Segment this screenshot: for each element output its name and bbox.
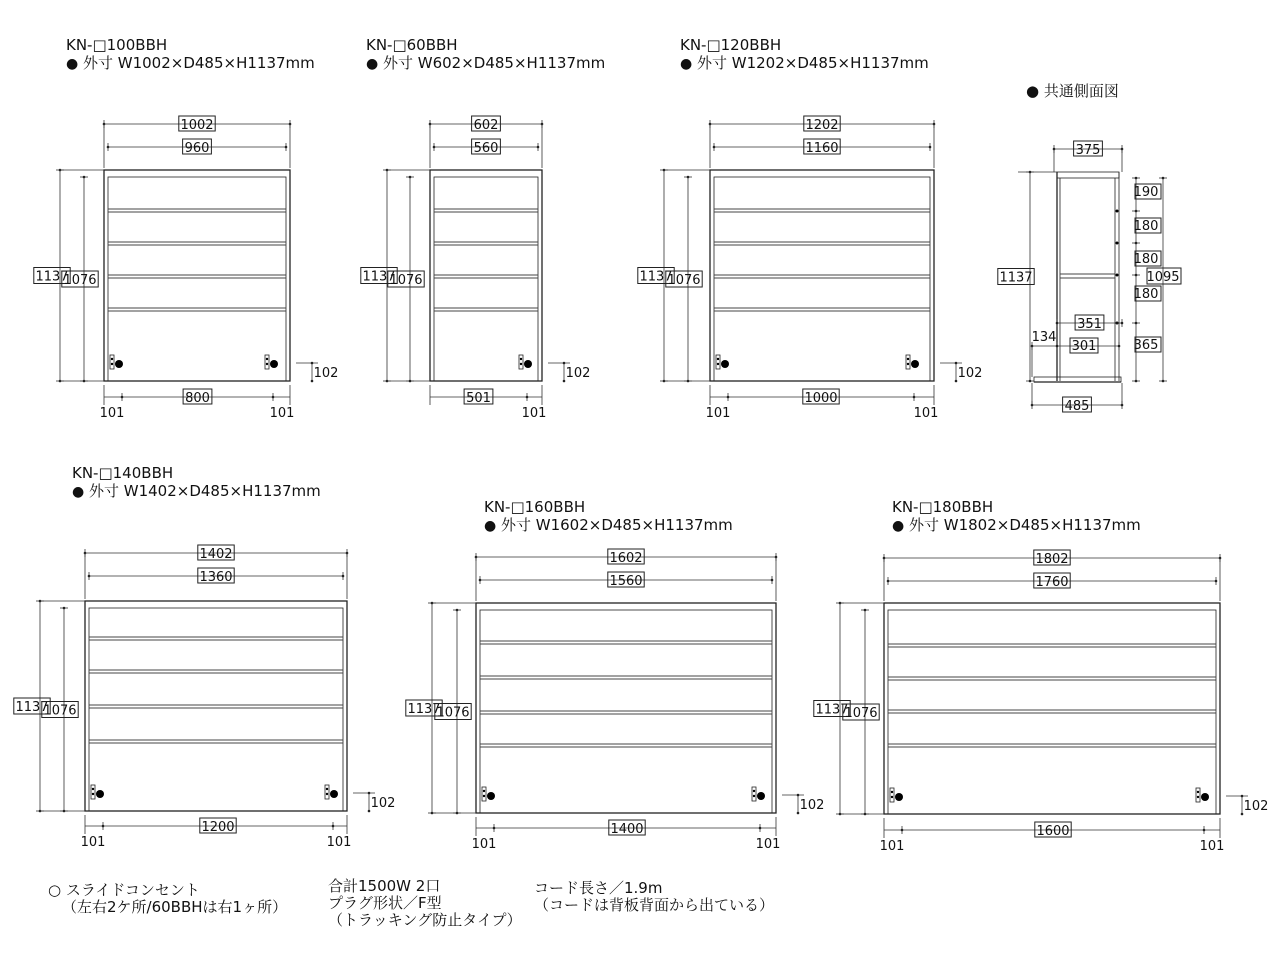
outlet-socket-icon (270, 360, 278, 368)
power-note (328, 878, 522, 929)
right-offset-label: 101 (326, 835, 352, 850)
top-depth-dim-label: 375 (1075, 143, 1101, 158)
unit-6-spec: 外寸 W1802×D485×H1137mm (909, 516, 1141, 534)
cabinet-front-1 (34, 116, 339, 421)
outer-width-dim-label: 1602 (609, 551, 643, 566)
side-outer-height-dim-dot (1029, 380, 1032, 383)
inner-width-dim-dot (88, 575, 91, 578)
dimension-tick (901, 829, 904, 832)
inner-width-dim-dot (713, 146, 716, 149)
cabinet-front-5 (406, 549, 825, 852)
side-base (1034, 377, 1121, 382)
dimension-tick (272, 396, 275, 399)
side-inner-height-label: 1095 (1146, 270, 1180, 285)
inner-height-dim-dot (864, 813, 867, 816)
outlet-right (752, 787, 765, 801)
left-offset-label: 101 (705, 406, 731, 421)
dimension-tick (121, 396, 124, 399)
outer-width-dim-label: 1402 (199, 547, 233, 562)
inner-width-dim-dot (285, 146, 288, 149)
inner-width-dim-dot (342, 575, 345, 578)
outlet-hole (326, 793, 328, 795)
span-label: 1000 (804, 391, 838, 406)
unit-2-spec: 外寸 W602×D485×H1137mm (383, 54, 606, 72)
outer-width-dim-label: 602 (473, 118, 499, 133)
outlet-left (110, 355, 123, 369)
dimension-tick (1162, 380, 1165, 383)
outlet-hole (907, 363, 909, 365)
dimension-tick (1056, 345, 1059, 348)
inner-width-dim-dot (107, 146, 110, 149)
left-offset-label: 101 (99, 406, 125, 421)
tracking-type: （トラッキング防止タイプ） (328, 911, 522, 929)
outlet-right (325, 785, 338, 799)
outlet-socket-icon (757, 792, 765, 800)
outlet-hole (891, 796, 893, 798)
side-top-panel (1057, 172, 1119, 178)
outer-width-dim-label: 1802 (1035, 552, 1069, 567)
outlet-hole (717, 358, 719, 360)
outlet-plate (110, 355, 114, 369)
inner-width-dim-dot (433, 146, 436, 149)
inner-height-dim-dot (456, 609, 459, 612)
outlet-detail: （左右2ケ所/60BBHは右1ヶ所） (62, 898, 288, 916)
outlet-height-label: 102 (1243, 799, 1269, 814)
outlet-socket-icon (911, 360, 919, 368)
bottom-depth-dim-label: 485 (1064, 399, 1090, 414)
dimension-tick (1162, 177, 1165, 180)
inner-height-dim-dot (83, 380, 86, 383)
right-offset-label: 101 (1199, 839, 1225, 854)
span-label: 1200 (201, 820, 235, 835)
shelf-peg-icon (1116, 274, 1119, 277)
shelf-peg-icon (1116, 242, 1119, 245)
outlet-hole (483, 795, 485, 797)
unit-1-model: KN-□100BBH (66, 36, 168, 54)
inner-height-dim-dot (864, 609, 867, 612)
cabinet-interior (434, 177, 538, 381)
outlet-hole (753, 790, 755, 792)
inner-height-dim-label: 1076 (43, 703, 77, 719)
dimension-tick (1135, 177, 1138, 180)
bullet-icon: ● (892, 518, 905, 534)
outlet-height-label: 102 (313, 366, 339, 381)
right-offset-label: 101 (521, 406, 547, 421)
inner-width-dim-dot (929, 146, 932, 149)
cord-detail: （コードは背板背面から出ている） (534, 896, 775, 914)
inner-height-dim-dot (63, 810, 66, 813)
shelf-peg-icon (1116, 210, 1119, 213)
span-label: 1400 (610, 822, 644, 837)
outlet-hole (483, 790, 485, 792)
span-label: 800 (185, 391, 210, 406)
side-view (998, 141, 1181, 414)
outlet-hole (92, 788, 94, 790)
inner-height-dim-label: 1076 (667, 273, 701, 288)
inner-width-dim-label: 1160 (805, 141, 839, 156)
right-offset-label: 101 (755, 837, 781, 852)
segment-label: 180 (1133, 219, 1159, 234)
outlet-hole (92, 793, 94, 795)
outlet-hole (907, 358, 909, 360)
inner-width-dim-label: 1760 (1035, 575, 1069, 590)
unit-4-spec: 外寸 W1402×D485×H1137mm (89, 482, 321, 500)
outlet-bullet-icon: ○ (48, 881, 62, 899)
outlet-dot (368, 792, 371, 795)
depth-351-dim-label: 351 (1077, 317, 1102, 332)
outlet-plate (91, 785, 95, 799)
power-total: 合計1500W 2口 (328, 877, 441, 895)
outlet-socket-icon (330, 790, 338, 798)
inner-width-dim-label: 1360 (199, 570, 233, 585)
dimension-tick (1135, 242, 1138, 245)
outlet-socket-icon (1201, 793, 1209, 801)
cabinet-interior (108, 177, 286, 381)
outlet-plate (519, 355, 523, 369)
dimension-tick (526, 396, 529, 399)
left-offset-label: 101 (471, 837, 497, 852)
outlet-right (1196, 788, 1209, 802)
inner-height-dim-dot (456, 812, 459, 815)
cord-note (534, 880, 774, 914)
inner-height-dim-dot (687, 380, 690, 383)
outlet-right (906, 355, 919, 369)
inner-width-dim-dot (537, 146, 540, 149)
dimension-tick (1135, 322, 1138, 325)
outlet-hole (266, 358, 268, 360)
base-301-label: 301 (1071, 339, 1097, 354)
unit-6-model: KN-□180BBH (892, 498, 994, 516)
inner-height-dim-label: 1076 (844, 706, 878, 721)
inner-width-dim-label: 960 (184, 141, 210, 156)
cabinet-body (476, 603, 776, 813)
right-offset-label: 101 (913, 406, 939, 421)
outlet-socket-icon (487, 792, 495, 800)
outer-height-dim-label: 1137 (639, 269, 673, 285)
segment-label: 180 (1133, 252, 1159, 267)
unit-4-model: KN-□140BBH (72, 464, 174, 482)
outlet-plate (752, 787, 756, 801)
cabinet-interior (89, 608, 343, 811)
cord-length: コード長さ／1.9m (534, 879, 663, 897)
outlet-left (91, 785, 104, 799)
outlet-height-label: 102 (957, 366, 983, 381)
side-outer-height-dim-label: 1137 (999, 270, 1033, 286)
outlet-hole (717, 363, 719, 365)
span-label: 501 (466, 391, 491, 406)
outer-height-dim-label: 1137 (15, 700, 49, 715)
depth-351-dim-dot (1056, 322, 1059, 325)
outlet-left (716, 355, 729, 369)
outlet-dot (955, 362, 958, 365)
segment-label: 180 (1133, 287, 1159, 302)
outlet-hole (111, 363, 113, 365)
outlet-socket-icon (895, 793, 903, 801)
unit-5-spec: 外寸 W1602×D485×H1137mm (501, 516, 733, 534)
dimension-tick (1135, 210, 1138, 213)
outlet-hole (891, 791, 893, 793)
base-134-label: 134 (1031, 330, 1057, 345)
outer-height-dim-label: 1137 (407, 702, 441, 717)
dimension-tick (759, 827, 762, 830)
cabinet-front-2 (361, 116, 591, 421)
bullet-icon: ● (484, 518, 497, 534)
segment-label: 365 (1133, 338, 1159, 353)
outer-height-dim-label: 1137 (35, 269, 69, 285)
unit-5-model: KN-□160BBH (484, 498, 586, 516)
outlet-plate (1196, 788, 1200, 802)
inner-width-dim-dot (479, 579, 482, 582)
outlet-socket-icon (96, 790, 104, 798)
dimension-tick (1203, 829, 1206, 832)
unit-3-model: KN-□120BBH (680, 36, 782, 54)
outlet-socket-icon (115, 360, 123, 368)
segment-label: 190 (1133, 185, 1159, 200)
inner-width-dim-dot (887, 580, 890, 583)
outlet-right (265, 355, 278, 369)
outlet-note (48, 882, 287, 916)
side-view-title-text: 共通側面図 (1043, 82, 1119, 100)
outlet-dot (311, 362, 314, 365)
inner-height-dim-dot (83, 176, 86, 179)
outlet-dot (797, 794, 800, 797)
cabinet-interior (714, 177, 930, 381)
left-offset-label: 101 (80, 835, 106, 850)
outer-height-dim-label: 1137 (362, 269, 396, 285)
outlet-plate (325, 785, 329, 799)
outlet-socket-icon (721, 360, 729, 368)
outlet-hole (753, 795, 755, 797)
outlet-socket-icon (524, 360, 532, 368)
cabinet-interior (888, 610, 1216, 814)
outlet-hole (520, 363, 522, 365)
dimension-tick (102, 825, 105, 828)
bullet-icon: ● (66, 56, 79, 72)
inner-width-dim-dot (771, 579, 774, 582)
outer-width-dim-label: 1202 (805, 118, 839, 133)
unit-2-model: KN-□60BBH (366, 36, 458, 54)
dimension-tick (493, 827, 496, 830)
span-label: 1600 (1036, 824, 1070, 839)
outlet-hole (1197, 791, 1199, 793)
outlet-plate (716, 355, 720, 369)
depth-351-dim-dot (1121, 322, 1124, 325)
inner-height-dim-label: 1076 (389, 273, 423, 288)
bullet-icon: ● (366, 56, 379, 72)
inner-height-dim-dot (409, 380, 412, 383)
outlet-hole (1197, 796, 1199, 798)
cabinet-front-3 (638, 116, 983, 421)
dimension-tick (332, 825, 335, 828)
outlet-title: スライドコンセント (65, 881, 200, 899)
outlet-height-label: 102 (370, 796, 396, 811)
dimension-tick (1118, 345, 1121, 348)
outlet-left (482, 787, 495, 801)
outlet-height-label: 102 (565, 366, 591, 381)
inner-height-dim-dot (409, 176, 412, 179)
inner-width-dim-dot (1215, 580, 1218, 583)
plug-type: プラグ形状／F型 (328, 894, 442, 912)
unit-1-spec: 外寸 W1002×D485×H1137mm (83, 54, 315, 72)
inner-height-dim-dot (687, 176, 690, 179)
outlet-right (519, 355, 532, 369)
outer-height-dim-label: 1137 (815, 702, 849, 718)
unit-3-spec: 外寸 W1202×D485×H1137mm (697, 54, 929, 72)
inner-width-dim-label: 560 (473, 141, 499, 156)
cabinet-front-4 (14, 545, 396, 850)
outlet-hole (111, 358, 113, 360)
dimension-tick (1135, 274, 1138, 277)
outlet-plate (906, 355, 910, 369)
outlet-plate (265, 355, 269, 369)
inner-height-dim-label: 1076 (436, 705, 470, 721)
outlet-dot (1241, 795, 1244, 798)
outlet-dot (563, 362, 566, 365)
cabinet-front-6 (814, 550, 1269, 854)
outlet-height-label: 102 (799, 798, 825, 813)
outlet-hole (326, 788, 328, 790)
left-offset-label: 101 (879, 839, 905, 854)
inner-height-dim-dot (63, 607, 66, 610)
dimension-tick (1135, 380, 1138, 383)
outlet-hole (266, 363, 268, 365)
inner-width-dim-label: 1560 (609, 574, 643, 589)
dimension-tick (913, 396, 916, 399)
cabinet-body (85, 601, 347, 811)
right-offset-label: 101 (269, 406, 295, 421)
bullet-icon: ● (1026, 82, 1040, 100)
bullet-icon: ● (680, 56, 693, 72)
cabinet-body (884, 603, 1220, 814)
outlet-plate (482, 787, 486, 801)
dimension-tick (727, 396, 730, 399)
outlet-plate (890, 788, 894, 802)
inner-height-dim-label: 1076 (63, 273, 97, 288)
outlet-left (890, 788, 903, 802)
outer-width-dim-label: 1002 (180, 118, 214, 133)
outlet-hole (520, 358, 522, 360)
bullet-icon: ● (72, 484, 85, 500)
